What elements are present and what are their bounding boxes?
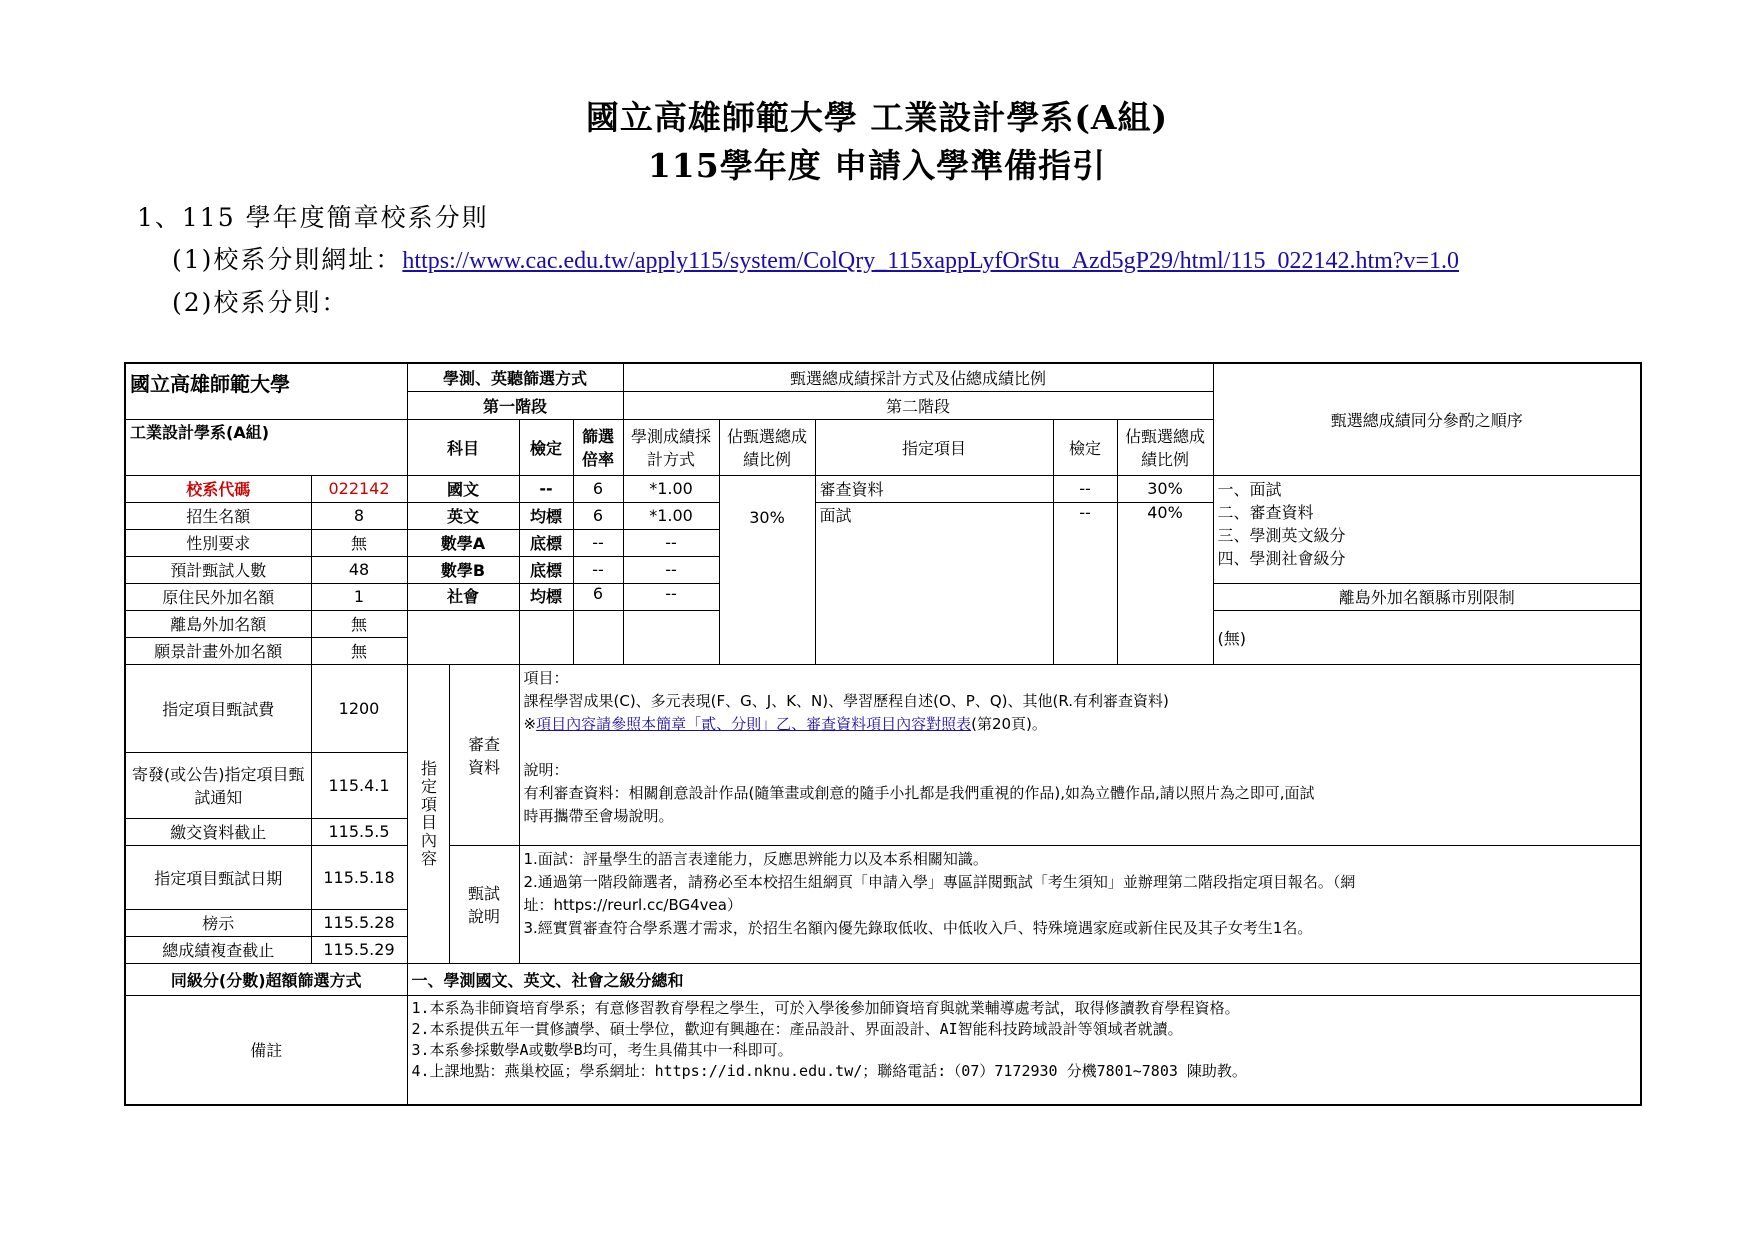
review-label: 總成績複查截止 xyxy=(125,936,311,963)
subject-method: -- xyxy=(623,583,719,610)
subject-check: -- xyxy=(519,475,573,502)
remark-label: 備註 xyxy=(125,995,407,1105)
remark-content xyxy=(407,995,1641,1105)
info-label: 招生名額 xyxy=(125,502,311,529)
subject-ratio: 6 xyxy=(573,502,623,529)
header-stage1: 第一階段 xyxy=(407,391,623,419)
review-data-content: 項目： 課程學習成果(C)、多元表現(F、G、J、K、N)、學習歷程自述(O、P、Q)、其他(R.有利審查資料) ※項目內容請參照本簡章「貳、分則」乙、審查資料項目內容對照表(第20頁)。 說明： 有利審查資料：相關創意設計作品(隨筆畫或創意的隨手小扎都是我們重視的作品),如為立體作品,請以照片為之即可,面試 時再攜帶至會場說明。 xyxy=(519,664,1641,845)
col-item: 指定項目 xyxy=(815,419,1053,475)
fee-value: 1200 xyxy=(311,664,407,752)
item-name: 面試 xyxy=(815,502,1053,664)
subject-method: -- xyxy=(623,529,719,556)
dept-name: 工業設計學系(A組) xyxy=(125,419,407,475)
order-item: 二、審查資料 xyxy=(1217,502,1314,522)
header-stage2: 第二階段 xyxy=(623,391,1213,419)
fee-label: 指定項目甄試費 xyxy=(125,664,311,752)
review-table-link[interactable]: 項目內容請參照本簡章「貳、分則」乙、審查資料項目內容對照表 xyxy=(536,714,972,733)
url-line xyxy=(172,240,1459,276)
section-heading: 1、115 學年度簡章校系分則 xyxy=(137,203,489,232)
info-value: 8 xyxy=(311,502,407,529)
item-name: 審查資料 xyxy=(815,475,1053,502)
notice-value: 115.4.1 xyxy=(311,752,407,818)
info-value: 022142 xyxy=(311,475,407,502)
item-check: -- xyxy=(1053,475,1117,502)
ratio-blank xyxy=(573,610,623,664)
header-selection: 甄選總成績採計方式及佔總成績比例 xyxy=(623,363,1213,391)
col-check: 檢定 xyxy=(519,419,573,475)
header-order: 甄選總成績同分參酌之順序 xyxy=(1213,363,1641,475)
order-item: 四、學測社會級分 xyxy=(1217,548,1346,568)
info-label: 性別要求 xyxy=(125,529,311,556)
remark-item: 2.本系提供五年一貫修讀學、碩士學位，歡迎有興趣在：產品設計、界面設計、AI智能科技跨域設計等領域者就讀。 xyxy=(411,1019,1183,1038)
rules-url-link[interactable]: https://www.cac.edu.tw/apply115/system/ColQry_115xappLyfOrStu_Azd5gP29/html/115_022142.htm?v=1.0 xyxy=(402,248,1459,274)
subject-name: 社會 xyxy=(407,583,519,610)
submit-label: 繳交資料截止 xyxy=(125,818,311,845)
method-blank xyxy=(623,610,719,664)
header-screening-method: 學測、英聽篩選方式 xyxy=(407,363,623,391)
submit-value: 115.5.5 xyxy=(311,818,407,845)
col-percent1: 佔甄選總成績比例 xyxy=(719,419,815,475)
island-header: 離島外加名額縣市別限制 xyxy=(1213,583,1641,610)
review-data-label: 審查資料 xyxy=(449,664,519,845)
order-item: 一、面試 xyxy=(1217,479,1282,499)
url-label: (1)校系分則網址： xyxy=(172,245,403,274)
page-subtitle: 115學年度 申請入學準備指引 xyxy=(647,146,1107,185)
interview-content: 1.面試：評量學生的語言表達能力，反應思辨能力以及本系相關知識。 2.通過第一階段篩選者，請務必至本校招生組網頁「申請入學」專區詳閱甄試「考生須知」並辦理第二階段指定項目報名。（網 址：https://reurl.cc/BG4vea） 3.經實質審查符合學系選才需求，於招生名額內優先錄取低收、中低收入戶、特殊境遇家庭或新住民及其子女考生1名。 xyxy=(519,845,1641,963)
order-item: 三、學測英文級分 xyxy=(1217,525,1346,545)
info-label: 原住民外加名額 xyxy=(125,583,311,610)
result-value: 115.5.28 xyxy=(311,909,407,936)
gsat-percent: 30% xyxy=(719,475,815,664)
subject-check: 均標 xyxy=(519,583,573,610)
subject-method: *1.00 xyxy=(623,475,719,502)
col-check2: 檢定 xyxy=(1053,419,1117,475)
exam-value: 115.5.18 xyxy=(311,845,407,909)
subject-method: -- xyxy=(623,556,719,583)
subject-check: 均標 xyxy=(519,502,573,529)
tie-value: 一、學測國文、英文、社會之級分總和 xyxy=(407,963,1641,995)
subject-ratio: 6 xyxy=(573,475,623,502)
subject-name: 英文 xyxy=(407,502,519,529)
tie-order-list xyxy=(1213,475,1641,583)
info-label: 校系代碼 xyxy=(125,475,311,502)
info-label: 預計甄試人數 xyxy=(125,556,311,583)
island-value: (無) xyxy=(1213,610,1641,664)
subject-name: 數學B xyxy=(407,556,519,583)
info-value: 無 xyxy=(311,610,407,637)
remark-item: 1.本系為非師資培育學系；有意修習教育學程之學生，可於入學後參加師資培育與就業輔導處考試，取得修讀教育學程資格。 xyxy=(411,998,1240,1017)
check-blank xyxy=(519,610,573,664)
remark-item: 4.上課地點：燕巢校區；學系網址：https://id.nknu.edu.tw/；聯絡電話:（07）7172930 分機7801~7803 陳助教。 xyxy=(411,1061,1247,1080)
subject-check: 底標 xyxy=(519,556,573,583)
content-label: 指定項目內容 xyxy=(407,664,449,963)
subject-check: 底標 xyxy=(519,529,573,556)
admission-rules-table xyxy=(124,362,1642,1106)
col-subject: 科目 xyxy=(407,419,519,475)
col-ratio: 篩選倍率 xyxy=(573,419,623,475)
info-value: 無 xyxy=(311,637,407,664)
page-title: 國立高雄師範大學 工業設計學系(A組) xyxy=(585,98,1169,137)
info-value: 1 xyxy=(311,583,407,610)
info-value: 48 xyxy=(311,556,407,583)
subject-method: *1.00 xyxy=(623,502,719,529)
notice-label: 寄發(或公告)指定項目甄試通知 xyxy=(125,752,311,818)
info-value: 無 xyxy=(311,529,407,556)
exam-label: 指定項目甄試日期 xyxy=(125,845,311,909)
result-label: 榜示 xyxy=(125,909,311,936)
tie-label: 同級分(分數)超額篩選方式 xyxy=(125,963,407,995)
remark-item: 3.本系參採數學A或數學B均可，考生具備其中一科即可。 xyxy=(411,1040,793,1059)
info-label: 離島外加名額 xyxy=(125,610,311,637)
interview-label: 甄試說明 xyxy=(449,845,519,963)
subject-ratio: 6 xyxy=(573,583,623,610)
rules-label: (2)校系分則： xyxy=(172,288,349,317)
item-percent: 30% xyxy=(1117,475,1213,502)
col-gsat-method: 學測成績採計方式 xyxy=(623,419,719,475)
col-percent2: 佔甄選總成績比例 xyxy=(1117,419,1213,475)
school-name: 國立高雄師範大學 xyxy=(125,363,407,419)
subject-name: 數學A xyxy=(407,529,519,556)
subject-ratio: -- xyxy=(573,556,623,583)
info-label: 願景計畫外加名額 xyxy=(125,637,311,664)
subject-ratio: -- xyxy=(573,529,623,556)
item-percent: 40% xyxy=(1117,502,1213,664)
subject-name: 國文 xyxy=(407,475,519,502)
subject-blank xyxy=(407,610,519,664)
item-check: -- xyxy=(1053,502,1117,664)
review-value: 115.5.29 xyxy=(311,936,407,963)
